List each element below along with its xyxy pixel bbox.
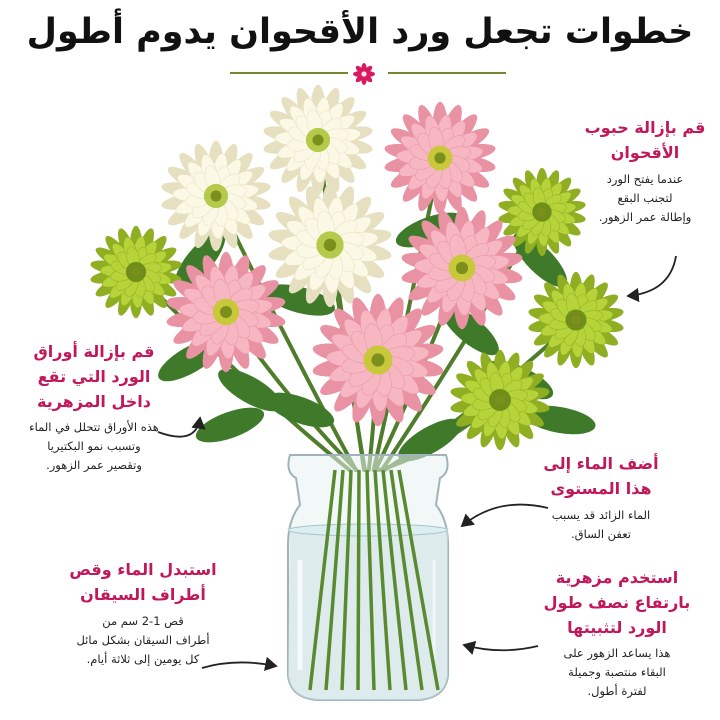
green-chrysanthemum [450,350,551,450]
white-chrysanthemum [161,141,272,251]
tip-body: هذه الأوراق تتحلل في الماء [29,420,159,435]
tip-heading: قم بإزالة حبوب [584,118,706,137]
tip-body: وتقصير عمر الزهور. [46,458,142,473]
tip-heading: هذا المستوى [550,478,652,498]
tip-body: وتسبب نمو البكتيريا [47,439,141,454]
tip-heading: الورد التي تقع [37,366,151,386]
green-chrysanthemum [528,272,625,368]
tip-heading: استبدل الماء وقص [69,560,217,579]
tip-heading: بارتفاع نصف طول [543,592,691,612]
tip-heading: الورد لتثبيتها [567,617,667,637]
tip-body: هذا يساعد الزهور على [563,646,671,661]
tip-heading: استخدم مزهرية [555,568,679,587]
tip-body: البقاء منتصبة وجميلة [568,665,666,680]
tip-heading: أضف الماء إلى [543,454,659,473]
tip-half-height-vase [528,566,706,701]
white-chrysanthemum [263,85,374,195]
tip-body: لفترة أطول. [587,684,647,699]
page-title: خطوات تجعل ورد الأقحوان يدوم أطول [26,12,694,52]
tip-body: وإطالة عمر الزهور. [598,209,692,224]
arrow-pollen [628,256,676,296]
tip-body: لتجنب البقع [617,190,673,205]
tip-remove-pollen [582,116,708,227]
pink-chrysanthemum [384,102,497,214]
tip-heading: الأقحوان [610,142,680,162]
tip-body: كل يومين إلى ثلاثة أيام. [86,651,200,666]
tip-body: قص 1-2 سم من [102,613,184,628]
tip-body: عندما يفتح الورد [606,171,684,186]
tip-body: الماء الزائد قد يسبب [551,507,651,522]
tip-water-level [526,452,676,544]
tip-remove-leaves [8,340,180,475]
tip-heading: داخل المزهرية [36,391,151,411]
arrow-vase [464,645,538,650]
tip-heading: قم بإزالة أوراق [33,342,155,361]
tip-body: أطراف السيقان بشكل مائل [76,632,210,647]
tip-body: تعفن الساق. [570,526,631,541]
tip-heading: أطراف السيقان [80,584,206,604]
tip-change-water [58,558,228,669]
